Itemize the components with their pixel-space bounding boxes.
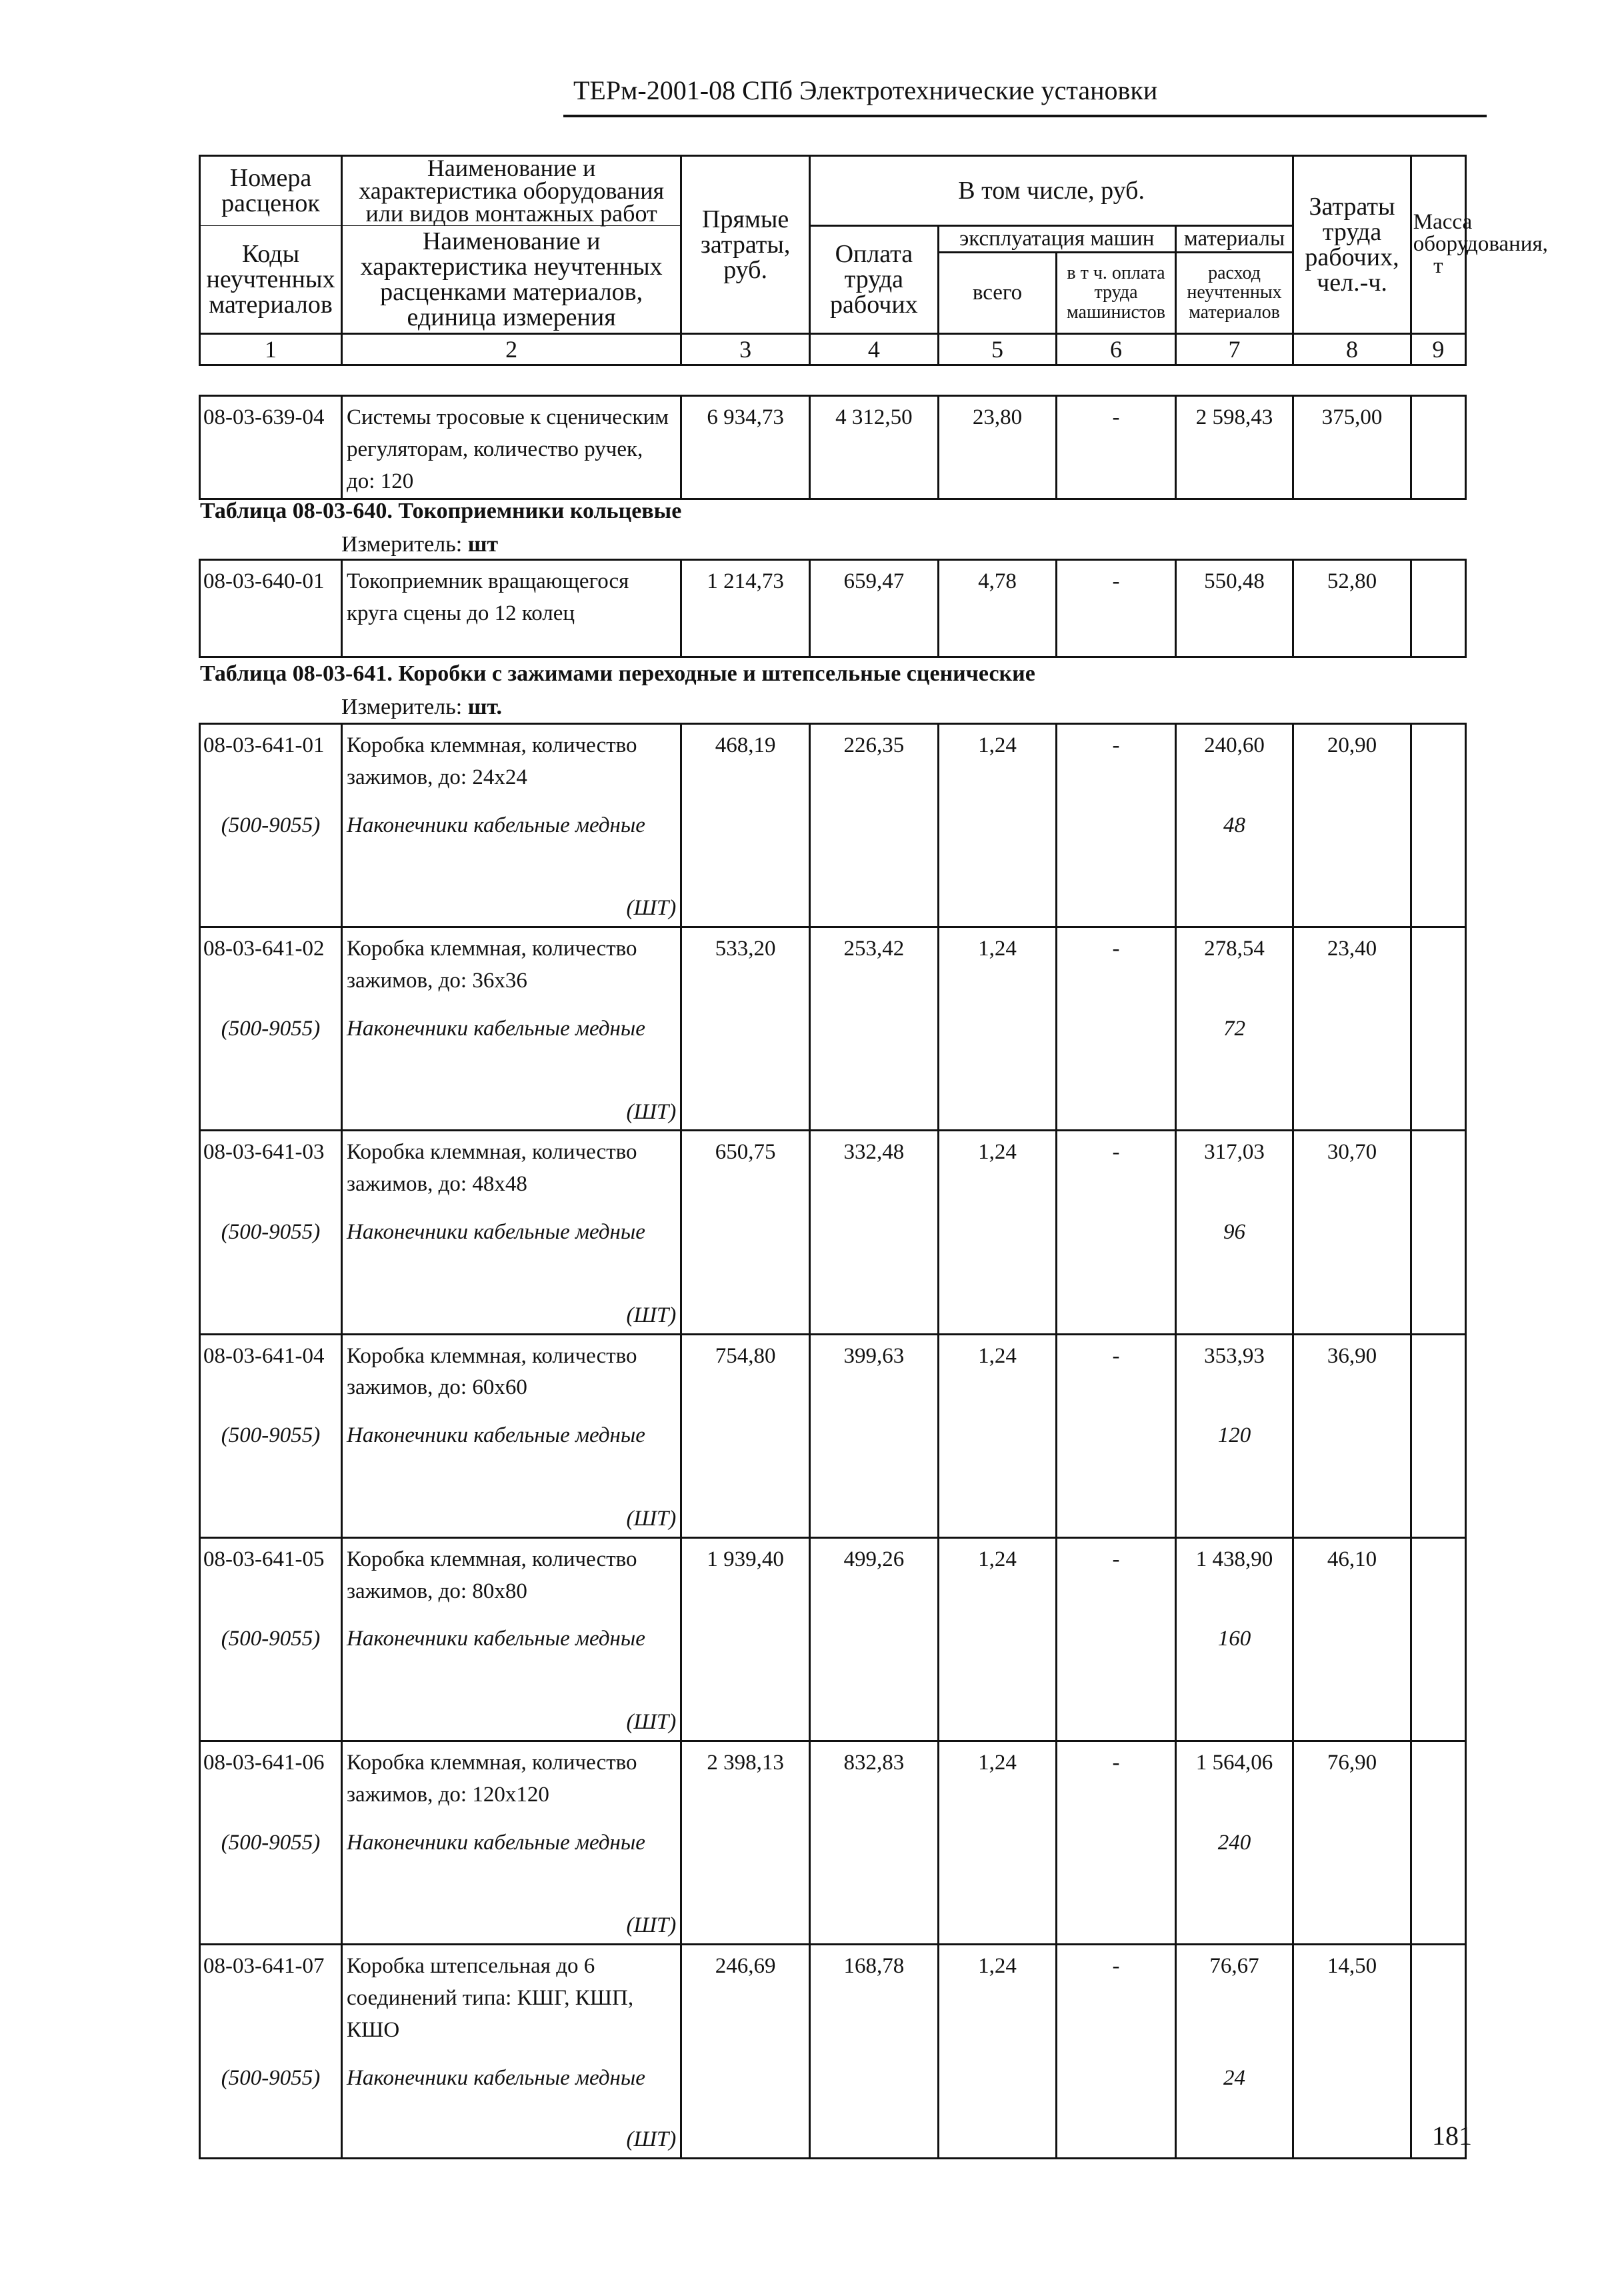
labor-hours: 46,10	[1293, 1537, 1411, 1607]
col3-label: Прямые затраты, руб.	[681, 156, 810, 334]
material-unit: (ШТ)	[342, 1255, 681, 1334]
equipment-mass	[1411, 1131, 1465, 1201]
direct-cost: 246,69	[681, 1945, 810, 2047]
col8-label: Затраты труда рабочих, чел.-ч.	[1293, 156, 1411, 334]
material-unit: (ШТ)	[342, 1866, 681, 1945]
materials-subgroup-label: материалы	[1175, 225, 1293, 252]
material-name: Наконечники кабельные медные	[342, 1607, 681, 1662]
rate-code: 08-03-641-01	[200, 724, 342, 794]
material-code: (500-9055)	[200, 997, 342, 1052]
work-name: Коробка клеммная, количество зажимов, до: 24х24	[342, 724, 681, 794]
machinists-wages: -	[1057, 1334, 1176, 1404]
unit-row	[200, 2095, 1466, 2159]
labor-hours: 20,90	[1293, 724, 1411, 794]
labor-hours: 76,90	[1293, 1741, 1411, 1811]
work-name: Коробка клеммная, количество зажимов, до: 36х36	[342, 927, 681, 997]
machinists-wages: -	[1057, 560, 1176, 657]
table-row	[200, 1945, 1466, 2047]
title-rule	[563, 115, 1487, 117]
equipment-mass	[1411, 560, 1465, 657]
machinists-wages: -	[1057, 1945, 1176, 2047]
material-row	[200, 997, 1466, 1052]
material-name: Наконечники кабельные медные	[342, 2047, 681, 2095]
table-639-continuation	[199, 395, 1467, 500]
material-quantity: 72	[1175, 997, 1293, 1052]
col9-label: Масса оборудования, т	[1411, 156, 1465, 334]
machines-total: 4,78	[938, 560, 1057, 657]
equipment-mass	[1411, 927, 1465, 997]
material-code: (500-9055)	[200, 2047, 342, 2095]
col-number: 5	[938, 333, 1057, 365]
unit-row	[200, 849, 1466, 927]
machines-total: 1,24	[938, 724, 1057, 794]
direct-cost: 2 398,13	[681, 1741, 810, 1811]
material-row	[200, 1404, 1466, 1459]
direct-cost: 533,20	[681, 927, 810, 997]
material-name: Наконечники кабельные медные	[342, 1811, 681, 1866]
rate-code: 08-03-640-01	[200, 560, 342, 657]
machines-subgroup-label: эксплуатация машин	[938, 225, 1175, 252]
machines-total: 23,80	[938, 396, 1057, 499]
material-name: Наконечники кабельные медные	[342, 997, 681, 1052]
wages: 4 312,50	[809, 396, 938, 499]
labor-hours: 52,80	[1293, 560, 1411, 657]
equipment-mass	[1411, 1537, 1465, 1607]
col-number: 8	[1293, 333, 1411, 365]
direct-cost: 1 939,40	[681, 1537, 810, 1607]
labor-hours: 30,70	[1293, 1131, 1411, 1201]
work-name: Коробка клеммная, количество зажимов, до: 48х48	[342, 1131, 681, 1201]
materials-cost: 278,54	[1175, 927, 1293, 997]
material-row	[200, 1811, 1466, 1866]
unit-row	[200, 1459, 1466, 1537]
machinists-wages: -	[1057, 1741, 1176, 1811]
rate-code: 08-03-641-07	[200, 1945, 342, 2047]
material-unit: (ШТ)	[342, 1459, 681, 1537]
labor-hours: 36,90	[1293, 1334, 1411, 1404]
work-name: Коробка штепсельная до 6 соединений типа: КШГ, КШП, КШО	[342, 1945, 681, 2047]
col2-top-label: Наименование и характеристика оборудования или видов монтажных работ	[342, 156, 681, 226]
material-code: (500-9055)	[200, 1607, 342, 1662]
table-row	[200, 1131, 1466, 1201]
direct-cost: 468,19	[681, 724, 810, 794]
work-name: Коробка клеммная, количество зажимов, до: 120х120	[342, 1741, 681, 1811]
machines-total: 1,24	[938, 1131, 1057, 1201]
table-640	[199, 559, 1467, 658]
machines-total: 1,24	[938, 1537, 1057, 1607]
material-quantity: 24	[1175, 2047, 1293, 2095]
material-unit: (ШТ)	[342, 849, 681, 927]
col-number: 4	[809, 333, 938, 365]
wages: 253,42	[809, 927, 938, 997]
material-code: (500-9055)	[200, 794, 342, 849]
rate-code: 08-03-641-03	[200, 1131, 342, 1201]
material-code: (500-9055)	[200, 1201, 342, 1255]
unit-row	[200, 1052, 1466, 1131]
materials-cost: 76,67	[1175, 1945, 1293, 2047]
table-row	[200, 1741, 1466, 1811]
col7-label: расход неучтенных материалов	[1175, 252, 1293, 333]
table-640-meter: Измеритель: шт	[341, 532, 499, 557]
col-number: 7	[1175, 333, 1293, 365]
table-641-caption: Таблица 08-03-641. Коробки с зажимами переходные и штепсельные сценические	[200, 661, 1035, 686]
col4-label: Оплата труда рабочих	[809, 225, 938, 333]
machines-total: 1,24	[938, 1741, 1057, 1811]
material-unit: (ШТ)	[342, 2095, 681, 2159]
direct-cost: 1 214,73	[681, 560, 810, 657]
material-code: (500-9055)	[200, 1404, 342, 1459]
machinists-wages: -	[1057, 927, 1176, 997]
material-name: Наконечники кабельные медные	[342, 1404, 681, 1459]
labor-hours: 375,00	[1293, 396, 1411, 499]
page-number: 181	[1432, 2121, 1472, 2151]
equipment-mass	[1411, 396, 1465, 499]
direct-cost: 754,80	[681, 1334, 810, 1404]
materials-cost: 550,48	[1175, 560, 1293, 657]
direct-cost: 650,75	[681, 1131, 810, 1201]
wages: 332,48	[809, 1131, 938, 1201]
materials-cost: 240,60	[1175, 724, 1293, 794]
machinists-wages: -	[1057, 1537, 1176, 1607]
material-name: Наконечники кабельные медные	[342, 1201, 681, 1255]
col1-top-label: Номера расценок	[200, 156, 342, 226]
materials-cost: 1 438,90	[1175, 1537, 1293, 1607]
materials-cost: 2 598,43	[1175, 396, 1293, 499]
table-row	[200, 1537, 1466, 1607]
material-quantity: 120	[1175, 1404, 1293, 1459]
col-number: 2	[342, 333, 681, 365]
direct-cost: 6 934,73	[681, 396, 810, 499]
material-quantity: 160	[1175, 1607, 1293, 1662]
wages: 226,35	[809, 724, 938, 794]
work-name: Коробка клеммная, количество зажимов, до: 60х60	[342, 1334, 681, 1404]
unit-row	[200, 1866, 1466, 1945]
group-label: В том числе, руб.	[809, 156, 1293, 226]
material-row	[200, 1607, 1466, 1662]
table-641	[199, 723, 1467, 2159]
table-640-caption: Таблица 08-03-640. Токоприемники кольцевые	[200, 499, 682, 523]
work-name: Токоприемник вращающегося круга сцены до 12 колец	[342, 560, 681, 657]
machinists-wages: -	[1057, 724, 1176, 794]
equipment-mass	[1411, 724, 1465, 794]
rate-code: 08-03-641-05	[200, 1537, 342, 1607]
machines-total: 1,24	[938, 927, 1057, 997]
equipment-mass	[1411, 1945, 1465, 2047]
material-quantity: 240	[1175, 1811, 1293, 1866]
col-number: 9	[1411, 333, 1465, 365]
machinists-wages: -	[1057, 1131, 1176, 1201]
wages: 168,78	[809, 1945, 938, 2047]
rate-code: 08-03-639-04	[200, 396, 342, 499]
labor-hours: 23,40	[1293, 927, 1411, 997]
materials-cost: 317,03	[1175, 1131, 1293, 1201]
col2-bottom-label: Наименование и характеристика неучтенных расценками материалов, единица измерения	[342, 225, 681, 333]
material-row	[200, 2047, 1466, 2095]
material-code: (500-9055)	[200, 1811, 342, 1866]
rate-code: 08-03-641-04	[200, 1334, 342, 1404]
machines-total: 1,24	[938, 1945, 1057, 2047]
col5-label: всего	[938, 252, 1057, 333]
material-unit: (ШТ)	[342, 1052, 681, 1131]
wages: 399,63	[809, 1334, 938, 1404]
wages: 499,26	[809, 1537, 938, 1607]
unit-row	[200, 1255, 1466, 1334]
machinists-wages: -	[1057, 396, 1176, 499]
materials-cost: 1 564,06	[1175, 1741, 1293, 1811]
table-row	[200, 927, 1466, 997]
material-row	[200, 794, 1466, 849]
material-quantity: 48	[1175, 794, 1293, 849]
unit-row	[200, 1662, 1466, 1741]
table-row	[200, 724, 1466, 794]
wages: 832,83	[809, 1741, 938, 1811]
rate-code: 08-03-641-06	[200, 1741, 342, 1811]
material-name: Наконечники кабельные медные	[342, 794, 681, 849]
table-row	[200, 1334, 1466, 1404]
col6-label: в т ч. оплата труда машинистов	[1057, 252, 1176, 333]
table-641-meter: Измеритель: шт.	[341, 695, 503, 719]
equipment-mass	[1411, 1334, 1465, 1404]
rate-code: 08-03-641-02	[200, 927, 342, 997]
col1-bottom-label: Коды неучтенных материалов	[200, 225, 342, 333]
material-unit: (ШТ)	[342, 1662, 681, 1741]
table-row	[200, 560, 1466, 657]
materials-cost: 353,93	[1175, 1334, 1293, 1404]
col-number: 1	[200, 333, 342, 365]
wages: 659,47	[809, 560, 938, 657]
running-title: ТЕРм-2001-08 СПб Электротехнические установки	[573, 75, 1158, 105]
equipment-mass	[1411, 1741, 1465, 1811]
work-name: Коробка клеммная, количество зажимов, до: 80х80	[342, 1537, 681, 1607]
material-quantity: 96	[1175, 1201, 1293, 1255]
labor-hours: 14,50	[1293, 1945, 1411, 2047]
material-row	[200, 1201, 1466, 1255]
col-number: 6	[1057, 333, 1176, 365]
machines-total: 1,24	[938, 1334, 1057, 1404]
column-header-table	[199, 155, 1548, 366]
col-number: 3	[681, 333, 810, 365]
table-row	[200, 396, 1466, 499]
work-name: Системы тросовые к сценическим регуляторам, количество ручек, до: 120	[342, 396, 681, 499]
